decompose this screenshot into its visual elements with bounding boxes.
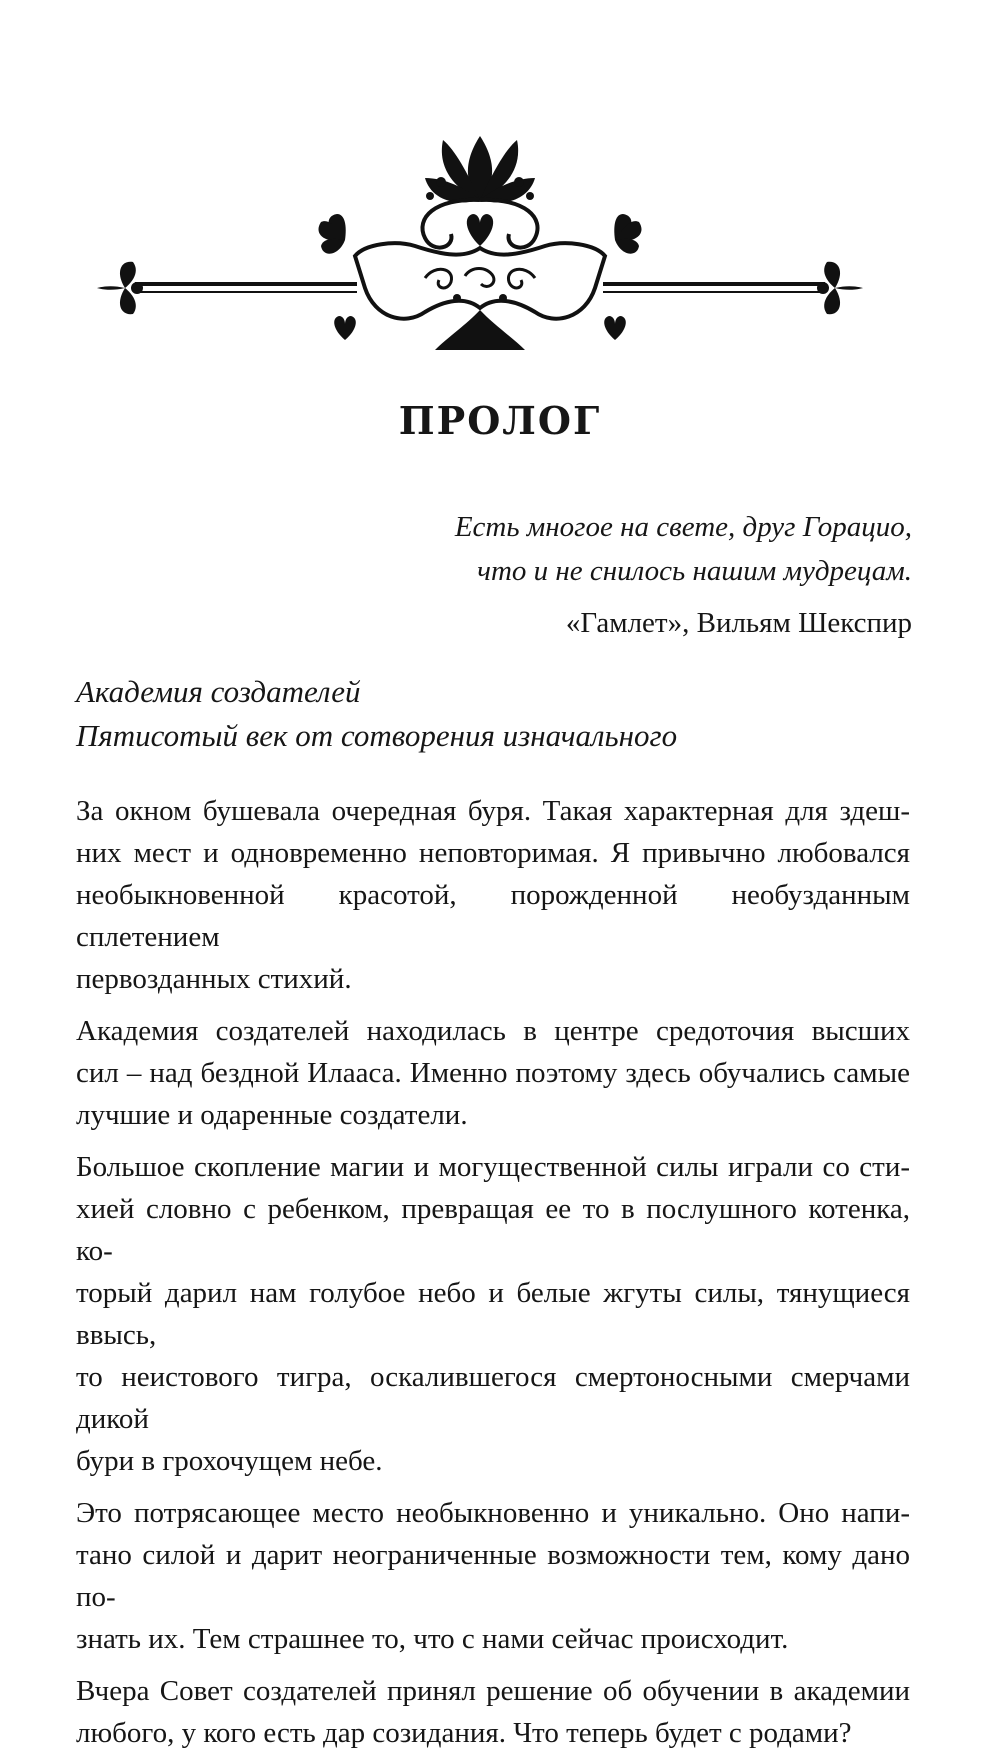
- paragraph: [76, 1492, 910, 1660]
- text-line: то неистового тигра, оскалившегося смертоносными смерчами дикой: [76, 1361, 910, 1435]
- paragraph: [76, 1146, 910, 1482]
- text-line: За окном бушевала очередная буря. Такая характерная для здеш-: [76, 795, 910, 827]
- text-line: Это потрясающее место необыкновенно и уникально. Оно напи-: [76, 1497, 910, 1529]
- text-line: торый дарил нам голубое небо и белые жгуты силы, тянущиеся ввысь,: [76, 1277, 910, 1351]
- text-line: Академия создателей находилась в центре средоточия высших: [76, 1015, 910, 1047]
- epigraph-line: что и не снилось нашим мудрецам.: [477, 555, 912, 587]
- setting-line: Пятисотый век от сотворения изначального: [76, 718, 678, 753]
- setting-line: Академия создателей: [76, 674, 361, 709]
- epigraph-attribution: «Гамлет», Вильям Шекспир: [565, 607, 912, 639]
- text-line: Большое скопление магии и могущественной силы играли со сти-: [76, 1151, 910, 1183]
- text-line: них мест и одновременно неповторимая. Я привычно любовался: [76, 837, 910, 869]
- paragraph: [76, 790, 910, 1000]
- text-line: необыкновенной красотой, порожденной необузданным сплетением: [76, 879, 910, 953]
- text-line: сил – над бездной Илааса. Именно поэтому здесь обучались самые: [76, 1057, 910, 1089]
- text-line: знать их. Тем страшнее то, что с нами сейчас происходит.: [76, 1623, 789, 1655]
- text-line: Вчера Совет создателей принял решение об обучении в академии: [76, 1675, 910, 1707]
- text-line: бури в грохочущем небе.: [76, 1445, 383, 1477]
- text-line: тано силой и дарит неограниченные возможности тем, кому дано по-: [76, 1539, 910, 1613]
- paragraph: [76, 1670, 910, 1754]
- chapter-title: ПРОЛОГ: [398, 398, 602, 443]
- paragraph: [76, 1010, 910, 1136]
- body-text: [76, 790, 910, 1764]
- text-line: любого, у кого есть дар созидания. Что теперь будет с родами?: [76, 1717, 852, 1749]
- epigraph: [312, 505, 912, 645]
- setting-heading: [76, 670, 926, 758]
- text-line: лучшие и одаренные создатели.: [76, 1099, 468, 1131]
- epigraph-line: Есть многое на свете, друг Горацио,: [454, 511, 912, 543]
- floral-ornament-icon: [95, 128, 865, 360]
- text-line: первозданных стихий.: [76, 963, 352, 995]
- text-line: хией словно с ребенком, превращая ее то в послушного котенка, ко-: [76, 1193, 910, 1267]
